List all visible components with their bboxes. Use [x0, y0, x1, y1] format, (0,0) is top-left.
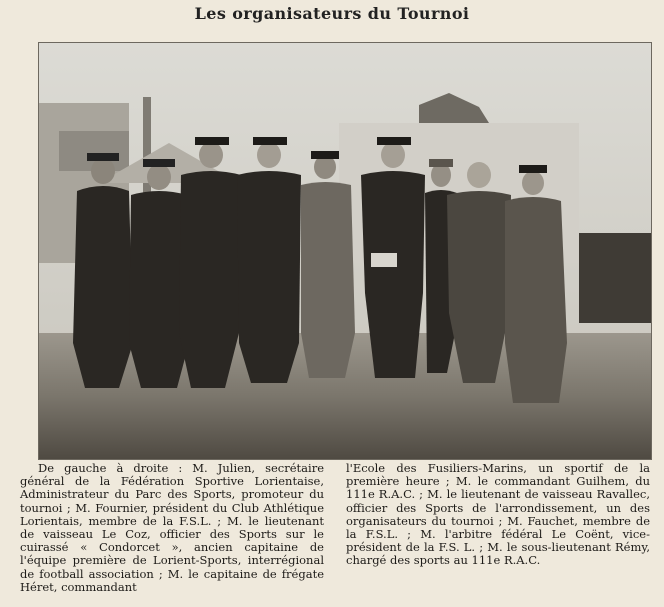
article-headline: Les organisateurs du Tournoi	[194, 4, 470, 23]
group-photo-drawing	[39, 43, 651, 459]
photo-caption-right-column: l'Ecole des Fusiliers-Marins, un sportif de la première heure ; M. le commandant Guilhem, du 111e R.A.C. ; M. le lieutenant de vaisseau Ravallec, officier des Sports de l'arrondissement, un des organisateurs du tournoi ; M. Fauchet, membre de la F.S.L. ; M. l'arbitre fédéral Le Coënt, vice-président de la F.S. L. ; M. le sous-lieutenant Rémy, chargé des sports au 111e R.A.C.	[346, 461, 650, 568]
photo-caption-left-column: De gauche à droite : M. Julien, secrétaire général de la Fédération Sportive Lorientaise, Administrateur du Parc des Sports, promoteur du tournoi ; M. Fournier, président du Club Athlétique Lorientais, membre de la F.S.L. ; M. le lieutenant de vaisseau Le Coz, officier des Sports sur le cuirassé « Condorcet », ancien capitaine de l'équipe première de Lorient-Sports, interrégional de football association ; M. le capitaine de frégate Héret, commandant	[20, 461, 324, 594]
group-photo	[38, 42, 652, 460]
